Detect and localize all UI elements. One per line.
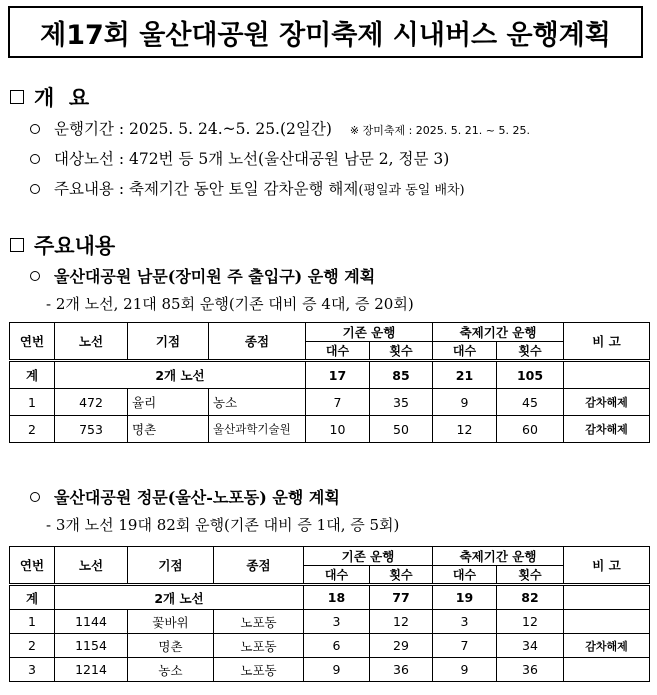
overview-heading: 개 요 — [10, 82, 89, 112]
south-gate-title: 울산대공원 남문(장미원 주 출입구) 운행 계획 — [30, 264, 375, 287]
table-total-row: 계 2개 노선 18 77 19 82 — [10, 585, 650, 610]
overview-item-period: 운행기간 : 2025. 5. 24.~5. 25.(2일간) ※ 장미축제 : 2025. 5. 21. ~ 5. 25. — [30, 117, 530, 139]
main-gate-table — [9, 546, 650, 682]
header-existing: 기존 운행 — [306, 323, 433, 342]
table-row: 2 1154 명촌 노포동 6 29 7 34 감차해제 — [10, 634, 650, 658]
header-trips: 횟수 — [497, 566, 564, 585]
header-start: 기점 — [128, 547, 214, 585]
header-no: 연번 — [10, 323, 55, 361]
overview-item-content: 주요내용 : 축제기간 동안 토일 감차운행 해제 (평일과 동일 배차) — [30, 177, 465, 199]
table-row: 1 472 율리 농소 7 35 9 45 감차해제 — [10, 389, 650, 416]
header-end: 종점 — [209, 323, 306, 361]
header-buses: 대수 — [433, 566, 497, 585]
header-remarks: 비 고 — [564, 547, 650, 585]
south-gate-table — [9, 322, 650, 443]
square-bullet-icon — [10, 238, 24, 252]
circle-bullet-icon — [30, 124, 40, 134]
main-gate-title: 울산대공원 정문(울산-노포동) 운행 계획 — [30, 485, 340, 508]
main-heading: 주요내용 — [10, 230, 115, 260]
header-start: 기점 — [128, 323, 209, 361]
header-remarks: 비 고 — [564, 323, 650, 361]
header-trips: 횟수 — [370, 566, 433, 585]
remarks-cell — [564, 610, 650, 634]
remarks-cell: 감차해제 — [564, 416, 650, 443]
circle-bullet-icon — [30, 154, 40, 164]
circle-bullet-icon — [30, 184, 40, 194]
header-route: 노선 — [55, 547, 128, 585]
header-trips: 횟수 — [370, 342, 433, 361]
header-buses: 대수 — [433, 342, 497, 361]
header-no: 연번 — [10, 547, 55, 585]
main-gate-summary: - 3개 노선 19대 82회 운행(기존 대비 증 1대, 증 5회) — [46, 516, 400, 534]
table-row: 2 753 명촌 울산과학기술원 10 50 12 60 감차해제 — [10, 416, 650, 443]
remarks-cell: 감차해제 — [564, 389, 650, 416]
remarks-cell: 감차해제 — [564, 634, 650, 658]
table-row: 3 1214 농소 노포동 9 36 9 36 — [10, 658, 650, 682]
header-festival: 축제기간 운행 — [433, 547, 564, 566]
header-festival: 축제기간 운행 — [433, 323, 564, 342]
overview-item-routes: 대상노선 : 472번 등 5개 노선(울산대공원 남문 2, 정문 3) — [30, 147, 449, 169]
table-row: 1 1144 꽃바위 노포동 3 12 3 12 — [10, 610, 650, 634]
remarks-cell — [564, 658, 650, 682]
header-trips: 횟수 — [497, 342, 564, 361]
header-existing: 기존 운행 — [304, 547, 433, 566]
page-title: 제17회 울산대공원 장미축제 시내버스 운행계획 — [8, 6, 643, 58]
south-gate-summary: - 2개 노선, 21대 85회 운행(기존 대비 증 4대, 증 20회) — [46, 295, 414, 313]
header-buses: 대수 — [306, 342, 370, 361]
header-route: 노선 — [55, 323, 128, 361]
circle-bullet-icon — [30, 271, 40, 281]
header-end: 종점 — [214, 547, 304, 585]
header-buses: 대수 — [304, 566, 370, 585]
square-bullet-icon — [10, 90, 24, 104]
circle-bullet-icon — [30, 492, 40, 502]
festival-period-note: ※ 장미축제 : 2025. 5. 21. ~ 5. 25. — [349, 124, 530, 137]
table-total-row: 계 2개 노선 17 85 21 105 — [10, 361, 650, 389]
